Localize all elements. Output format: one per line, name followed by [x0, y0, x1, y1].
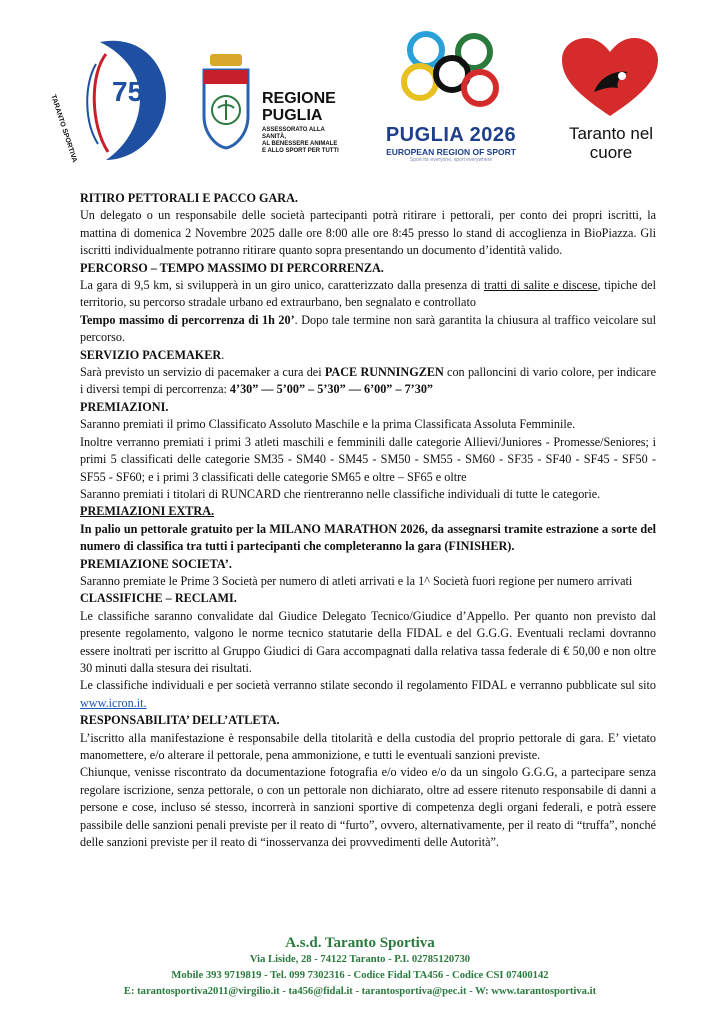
heading-premiazioni: PREMIAZIONI.: [80, 399, 169, 414]
heading-ritiro: RITIRO PETTORALI E PACCO GARA.: [80, 191, 298, 205]
taranto-nel-cuore-logo: [546, 36, 676, 170]
heart-icon: [560, 36, 660, 120]
tnc-line-2: cuore: [589, 143, 633, 162]
footer-org-name: A.s.d. Taranto Sportiva: [285, 935, 435, 951]
regione-sub-3: E ALLO SPORT PER TUTTI: [262, 148, 339, 154]
taranto-sportiva-logo: [49, 34, 170, 168]
regulation-body: [80, 190, 656, 851]
regione-puglia-logo: [200, 54, 340, 154]
tnc-line-1: Taranto nel: [568, 124, 654, 143]
icron-link[interactable]: www.icron.it.: [80, 695, 147, 710]
puglia-2026-rings-icon: [396, 30, 506, 120]
paragraph-premiazioni-extra: In palio un pettorale gratuito per la MILANO MARATHON 2026, da assegnarsi tramite estrazione a sorte del numero di classifica tra tutti i partecipanti che completeranno la gara (FINISHER).: [80, 521, 656, 554]
footer-address: Via Liside, 28 - 74122 Taranto - P.I. 02785120730: [249, 954, 471, 965]
regione-sub-2: AL BENESSERE ANIMALE: [262, 141, 338, 147]
puglia-2026-logo: [376, 30, 526, 170]
regione-puglia-text: [262, 90, 340, 155]
paragraph-premiazioni-1: Saranno premiati il primo Classificato Assoluto Maschile e la prima Classificata Assoluta Femminile.: [80, 417, 576, 432]
paragraph-responsabilita-2: Chiunque, venisse riscontrato da documentazione fotografia e/o video e/o da un singolo G.G.G, a partecipare senza regolare iscrizione, senza pettorale, o con un pettorale non dichiarato, oltre ad essere ritenuto responsabile di danni a persone e cose, incluso sé stesso, incorrerà in sanzioni sportive di competenza degli organi federali, e potrà essere passibile delle sanzioni penali previste per il reato di “furto”, ovvero, alternativamente, per il reato di “truffa”, nonché delle sanzioni previste per il reato di “inosservanza dei provvedimenti delle Autorità”.: [80, 765, 656, 850]
paragraph-premiazioni-2: Inoltre verranno premiati i primi 3 atleti maschili e femminili dalle categorie Allievi/Juniores - Promesse/Seniores; i primi 5 classificati delle categorie SM35 - SM40 - SM45 - SM50 - SM55 - SM60 - SF35 - SF40 - SF45 - SF50 - SF55 - SF60; e i primi 3 classificati delle categorie SM65 e oltre – SF65 e oltre: [80, 434, 656, 484]
logo-ring-text: TARANTO SPORTIVA: [49, 94, 78, 164]
puglia-2026-text: [376, 124, 526, 163]
heading-pacemaker-line: SERVIZIO PACEMAKER.: [80, 347, 225, 362]
regione-title-1: REGIONE: [262, 90, 336, 107]
pacemaker-times: 4’30” — 5’00” – 5’30” — 6’00” – 7’30”: [229, 382, 434, 397]
paragraph-percorso: La gara di 9,5 km, si svilupperà in un giro unico, caratterizzato dalla presenza di tratti di salite e discese, tipiche del territorio, su percorso stradale urbano ed extraurbano, ben segnalato e controllato: [80, 278, 656, 310]
regione-puglia-shield-icon: [200, 54, 252, 150]
footer: [60, 934, 660, 1000]
heading-premiazioni-extra: PREMIAZIONI EXTRA.: [80, 504, 215, 519]
regione-sub-1: ASSESSORATO ALLA SANITÀ,: [262, 127, 325, 140]
paragraph-tempo-massimo: Tempo massimo di percorrenza di 1h 20’. Dopo tale termine non sarà garantita la chiusura al traffico veicolare sul percorso.: [80, 312, 656, 345]
logo-number: 75: [112, 76, 144, 107]
footer-phones: Mobile 393 9719819 - Tel. 099 7302316 - Codice Fidal TA456 - Codice CSI 07400142: [171, 970, 549, 981]
heading-percorso: PERCORSO – TEMPO MASSIMO DI PERCORRENZA.: [80, 260, 384, 275]
paragraph-premiazione-societa: Saranno premiate le Prime 3 Società per numero di atleti arrivati e la 1^ Società fuori regione per numero arrivati: [80, 573, 633, 588]
taranto-nel-cuore-text: [546, 124, 676, 162]
heading-classifiche: CLASSIFICHE – RECLAMI.: [80, 591, 237, 606]
underlined-salite-discese: tratti di salite e discese: [484, 278, 598, 293]
heading-pacemaker: SERVIZIO PACEMAKER: [80, 347, 222, 362]
heading-premiazione-societa: PREMIAZIONE SOCIETA’.: [80, 556, 232, 571]
heading-responsabilita: RESPONSABILITA’ DELL’ATLETA.: [80, 713, 280, 728]
puglia-2026-subtitle: EUROPEAN REGION OF SPORT: [386, 147, 516, 157]
regione-title-2: PUGLIA: [262, 107, 323, 124]
logo-strip: [49, 30, 680, 170]
paragraph-pacemaker: Sarà previsto un servizio di pacemaker a cura dei PACE RUNNINGZEN con palloncini di vario colore, per indicare i diversi tempi di percorrenza: 4’30” — 5’00” – 5’30” — 6’00” – 7’30”: [80, 365, 656, 397]
paragraph-premiazioni-3: Saranno premiati i titolari di RUNCARD che rientreranno nelle classifiche individuali di tutte le categorie.: [80, 486, 601, 501]
puglia-2026-title: PUGLIA 2026: [385, 124, 517, 146]
paragraph-ritiro: Un delegato o un responsabile delle società partecipanti potrà ritirare i pettorali, per conto dei propri iscritti, la mattina di domenica 2 Novembre 2025 dalle ore 8:00 alle ore 8:45 presso lo stand di accoglienza in BioPiazza. Gli iscritti individualmente potranno ritirare quanto sopra presentando un documento d’identità valido.: [80, 208, 656, 258]
paragraph-classifiche-2: Le classifiche individuali e per società verranno stilate secondo il regolamento FIDAL e verranno pubblicate sul sito www.icron.it.: [80, 678, 656, 710]
paragraph-responsabilita-1: L’iscritto alla manifestazione è responsabile della titolarità e della custodia del proprio pettorale di gara. E’ vietato manomettere, e/o alterare il pettorale, pena ammonizione, e tutti le eventuali sanzioni previste.: [80, 730, 656, 762]
puglia-2026-tagline: Sport for everyone, sport everywhere: [409, 157, 493, 163]
footer-emails: E: tarantosportiva2011@virgilio.it - ta456@fidal.it - tarantosportiva@pec.it - W: www.tarantosportiva.it: [123, 986, 597, 997]
paragraph-classifiche-1: Le classifiche saranno convalidate dal Giudice Delegato Tecnico/Giudice d’Appello. Per quanto non previsto dal presente regolamento, valgono le norme tecnico statutarie della FIDAL e del G.G.G. Eventuali reclami dovranno essere inoltrati per iscritto al Gruppo Giudici di Gara accompagnati dalla relativa tassa federale di € 50,00 e non oltre 30 minuti dalla stesura dei risultati.: [80, 608, 656, 675]
